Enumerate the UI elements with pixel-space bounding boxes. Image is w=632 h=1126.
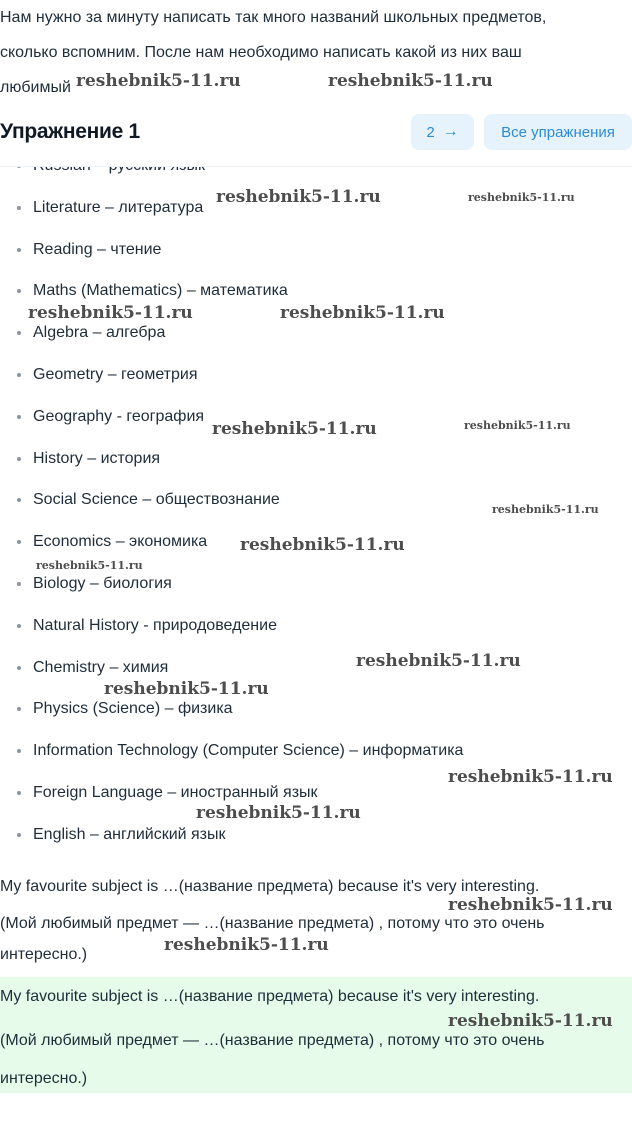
next-exercise-button[interactable] bbox=[411, 114, 474, 150]
list-item: Information Technology (Computer Science) – информатика bbox=[0, 730, 632, 772]
watermark: reshebnik5-11.ru bbox=[280, 303, 445, 323]
watermark: reshebnik5-11.ru bbox=[212, 419, 377, 439]
answer-english: My favourite subject is …(название предмета) because it's very interesting. bbox=[0, 878, 540, 895]
list-item: Maths (Mathematics) – математика bbox=[0, 270, 632, 312]
arrow-right-icon: → bbox=[442, 123, 459, 140]
watermark: reshebnik5-11.ru bbox=[104, 679, 269, 699]
list-item: Geography - география bbox=[0, 396, 632, 438]
list-item: Biology – биология bbox=[0, 563, 632, 605]
list-item: Natural History - природоведение bbox=[0, 605, 632, 647]
task-line-2: сколько вспомним. После нам необходимо написать какой из них ваш bbox=[0, 44, 522, 61]
watermark: reshebnik5-11.ru bbox=[36, 559, 143, 572]
watermark: reshebnik5-11.ru bbox=[164, 935, 329, 955]
list-item: Algebra – алгебра bbox=[0, 312, 632, 354]
list-item: Physics (Science) – физика bbox=[0, 688, 632, 730]
watermark: reshebnik5-11.ru bbox=[328, 71, 493, 91]
watermark: reshebnik5-11.ru bbox=[356, 651, 521, 671]
watermark: reshebnik5-11.ru bbox=[468, 191, 575, 204]
highlighted-answer-block bbox=[0, 977, 632, 1093]
watermark: reshebnik5-11.ru bbox=[76, 71, 241, 91]
all-exercises-button[interactable]: Все упражнения bbox=[484, 114, 632, 150]
highlighted-answer-russian-line-1: (Мой любимый предмет — …(название предмета) , потому что это очень bbox=[0, 1032, 545, 1049]
list-item: Social Science – обществознание bbox=[0, 479, 632, 521]
subjects-list bbox=[0, 145, 632, 856]
exercise-header bbox=[0, 108, 632, 167]
watermark: reshebnik5-11.ru bbox=[196, 803, 361, 823]
task-line-1: Нам нужно за минуту написать так много названий школьных предметов, bbox=[0, 9, 547, 26]
watermark: reshebnik5-11.ru bbox=[28, 303, 193, 323]
answer-russian-line-1: (Мой любимый предмет — …(название предмета) , потому что это очень bbox=[0, 915, 545, 932]
list-item: Reading – чтение bbox=[0, 229, 632, 271]
list-item: Geometry – геометрия bbox=[0, 354, 632, 396]
highlighted-answer-english: My favourite subject is …(название предмета) because it's very interesting. bbox=[0, 988, 540, 1005]
watermark: reshebnik5-11.ru bbox=[448, 1011, 613, 1031]
exercise-title: Упражнение 1 bbox=[0, 120, 140, 143]
highlighted-answer-russian-line-2: интересно.) bbox=[0, 1070, 88, 1087]
answer-russian-line-2: интересно.) bbox=[0, 946, 88, 963]
next-exercise-label: 2 bbox=[426, 123, 435, 141]
list-item: Foreign Language – иностранный язык bbox=[0, 772, 632, 814]
list-item: History – история bbox=[0, 438, 632, 480]
watermark: reshebnik5-11.ru bbox=[492, 503, 599, 516]
task-line-3: любимый bbox=[0, 79, 71, 96]
list-item: English – английский язык bbox=[0, 814, 632, 856]
list-item: Literature – литература bbox=[0, 187, 632, 229]
watermark: reshebnik5-11.ru bbox=[448, 767, 613, 787]
watermark: reshebnik5-11.ru bbox=[240, 535, 405, 555]
list-item: Economics – экономика bbox=[0, 521, 632, 563]
watermark: reshebnik5-11.ru bbox=[448, 895, 613, 915]
list-item: Chemistry – химия bbox=[0, 647, 632, 689]
watermark: reshebnik5-11.ru bbox=[216, 187, 381, 207]
watermark: reshebnik5-11.ru bbox=[464, 419, 571, 432]
